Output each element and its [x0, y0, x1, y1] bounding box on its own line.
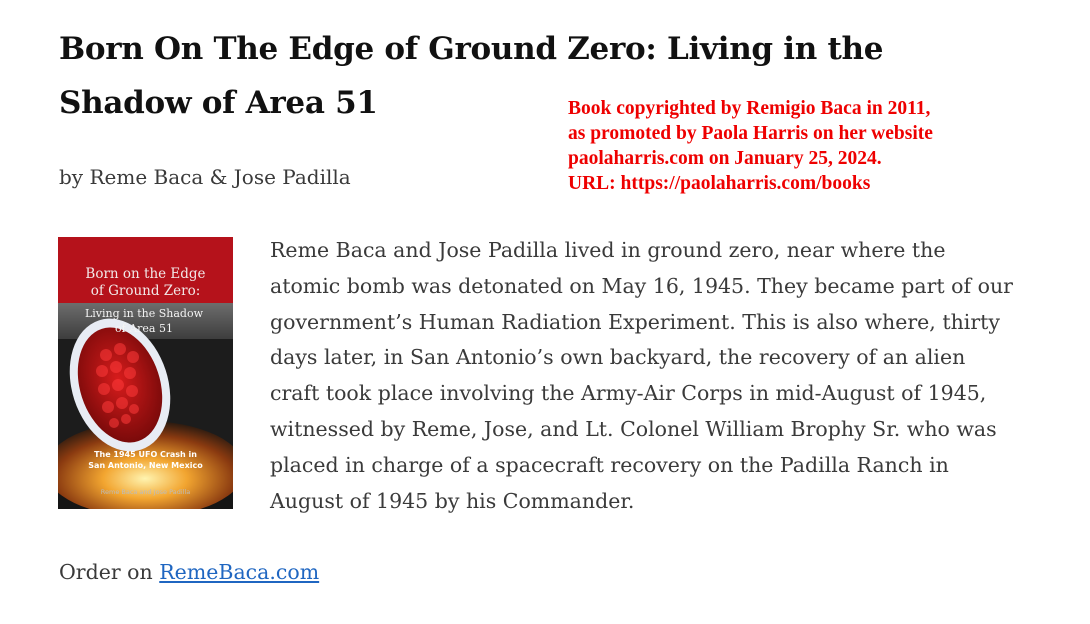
order-line: [59, 557, 319, 587]
author-byline: by Reme Baca & Jose Padilla: [59, 165, 351, 189]
cover-tagline-line: San Antonio, New Mexico: [88, 461, 203, 470]
description-line: government’s Human Radiation Experiment. This is also where, thirty: [270, 309, 1000, 334]
book-cover-image: [58, 237, 233, 509]
cover-subtitle-line: Living in the Shadow: [84, 307, 204, 320]
copyright-note: [568, 96, 1038, 196]
cover-title-line: Born on the Edge: [85, 266, 206, 282]
book-description: [270, 233, 1030, 519]
note-line: URL: https://paolaharris.com/books: [568, 173, 871, 194]
description-line: atomic bomb was detonated on May 16, 1945. They became part of our: [270, 273, 1013, 298]
cover-title-line: of Ground Zero:: [90, 283, 201, 299]
cover-title: [58, 266, 233, 300]
title-line: Born On The Edge of Ground Zero: Living in the: [59, 31, 884, 67]
description-line: placed in charge of a spacecraft recovery on the Padilla Ranch in: [270, 452, 949, 477]
description-line: craft took place involving the Army-Air Corps in mid-August of 1945,: [270, 381, 987, 406]
title-line: Shadow of Area 51: [59, 85, 378, 121]
description-line: days later, in San Antonio’s own backyard, the recovery of an alien: [270, 345, 966, 370]
note-line: paolaharris.com on January 25, 2024.: [568, 148, 882, 169]
cover-subtitle-line: of Area 51: [115, 322, 173, 335]
description-line: witnessed by Reme, Jose, and Lt. Colonel William Brophy Sr. who was: [270, 416, 997, 441]
note-line: as promoted by Paola Harris on her website: [568, 123, 933, 144]
description-line: August of 1945 by his Commander.: [270, 488, 635, 513]
description-line: Reme Baca and Jose Padilla lived in ground zero, near where the: [270, 238, 946, 262]
cover-subtitle: [64, 306, 224, 336]
order-prefix: Order on: [59, 560, 160, 584]
note-line: Book copyrighted by Remigio Baca in 2011,: [568, 98, 931, 119]
cover-tagline-line: The 1945 UFO Crash in: [94, 450, 197, 459]
cover-authors: Reme Baca and Jose Padilla: [100, 488, 191, 496]
cover-tagline: [58, 449, 233, 471]
remebaca-link[interactable]: RemeBaca.com: [159, 560, 320, 584]
